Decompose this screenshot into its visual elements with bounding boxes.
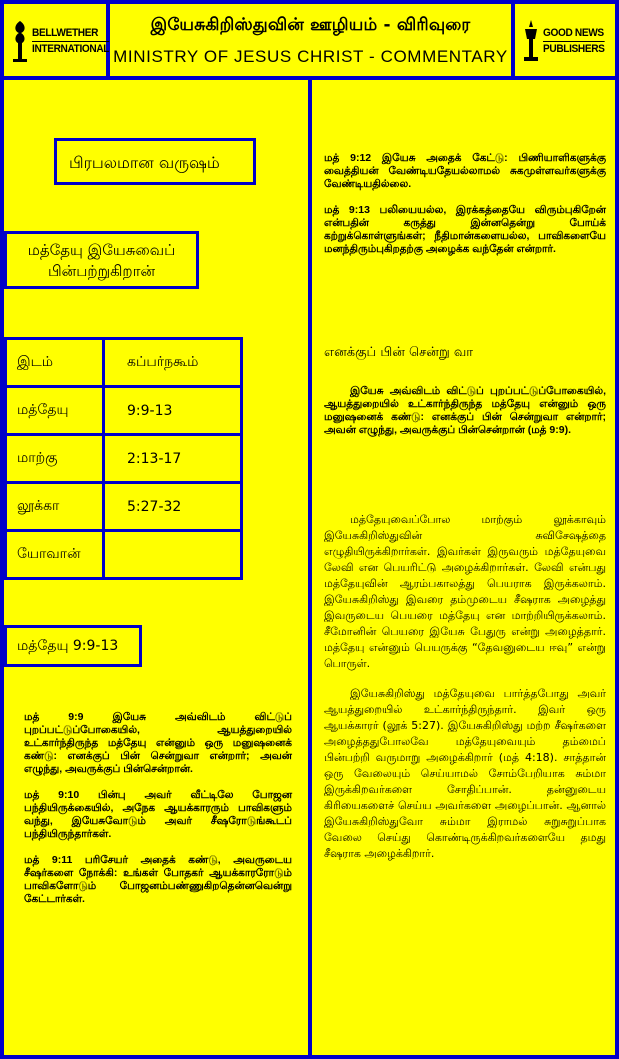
title-banner: [110, 4, 511, 76]
logo-right-line-1: GOOD NEWS: [543, 26, 605, 42]
scripture-text-right: [324, 152, 606, 269]
logo-left-line-1: BELLWETHER: [32, 26, 109, 42]
table-cell-reference: 2:13-17: [104, 435, 242, 483]
logo-left-line-2: INTERNATIONAL: [32, 42, 110, 55]
right-column: [312, 80, 615, 1055]
table-cell-book: யோவான்: [6, 531, 104, 579]
page-title-tamil: இயேசுகிறிஸ்துவின் ஊழியம் - விரிவுரை: [150, 15, 471, 35]
table-cell-reference: 9:9-13: [104, 387, 242, 435]
table-header-place: இடம்: [6, 339, 104, 387]
scripture-reference-box: [4, 625, 142, 667]
verse-paragraph: மத் 9:10 பின்பு அவர் வீட்டிலே போஜன பந்தியிருக்கையில், அநேக ஆயக்காரரும் பாவிகளும் வந்து, இயேசுவோடும் அவர் சீஷரோடுங்கூடப் பந்தியிருந்தார்கள்.: [24, 789, 292, 840]
table-cell-reference: 5:27-32: [104, 483, 242, 531]
verse-paragraph: மத் 9:9 இயேசு அவ்விடம் விட்டுப் புறப்பட்டுப்போகையில், ஆயத்துறையில் உட்கார்ந்திருந்த மத்தேயு என்னும் ஒரு மனுஷனைக் கண்டு: எனக்குப் பின் சென்றுவா என்றார்; அவன் எழுந்து, அவருக்குப் பின்சென்றான்.: [24, 711, 292, 775]
commentary-paragraph: மத்தேயுவைப்போல மாற்கும் லூக்காவும் இயேசுகிறிஸ்துவின் சுவிசேஷத்தை எழுதியிருக்கிறார்கள். இவர்கள் இருவரும் மத்தேயுவை லேவி என பெயரிட்டு அழைக்கிறார்கள். லேவி என்பது மத்தேயுவின் ஆரம்பகாலத்து பெயராக இருக்கலாம். இயேசுகிறிஸ்து இவரை தம்முடைய சீஷராக அழைத்து இவருடைய பெயரை மத்தேயு என மாற்றியிருக்கலாம். சீமோனின் பெயரை இயேசு பேதுரு என்று அழைத்தார். மத்தேயு என்னும் பெயருக்கு “தேவனுடைய ஈவு” என்று பொருள்.: [324, 513, 606, 670]
good-news-logo: [515, 4, 615, 76]
left-column: [4, 80, 308, 1055]
table-cell-book: மாற்கு: [6, 435, 104, 483]
call-paragraph: இயேசு அவ்விடம் விட்டுப் புறப்பட்டுப்போகையில், ஆயத்துறையில் உட்கார்ந்திருந்த மத்தேயு என்னும் ஒரு மனுஷனைக் கண்டு: எனக்குப் பின் சென்றுவா என்றார்; அவன் எழுந்து, அவருக்குப் பின்சென்றான் (மத் 9:9).: [324, 385, 606, 436]
verse-paragraph: மத் 9:13 பலியையல்ல, இரக்கத்தையே விரும்புகிறேன் என்பதின் கருத்து இன்னதென்று போய்க் கற்றுக்கொள்ளுங்கள்; நீதிமான்களையல்ல, பாவிகளையே மனந்திரும்புகிறதற்கு அழைக்க வந்தேன் என்றார்.: [324, 204, 606, 255]
logo-right-line-2: PUBLISHERS: [543, 42, 605, 55]
popular-year-box: [54, 138, 256, 185]
scripture-text-left: [24, 711, 292, 919]
lamp-icon: [521, 19, 541, 63]
table-row: [6, 531, 242, 579]
page-title-english: MINISTRY OF JESUS CHRIST - COMMENTARY: [113, 47, 508, 66]
table-row: [6, 435, 242, 483]
good-news-logo-text: [543, 26, 605, 57]
bellwether-logo: [4, 4, 110, 76]
gospel-reference-table: [4, 337, 243, 580]
subsection-heading: எனக்குப் பின் சென்று வா: [324, 345, 474, 360]
section-title-box: [4, 231, 199, 289]
call-paragraph-block: [324, 385, 606, 450]
verse-paragraph: மத் 9:11 பரிசேயர் அதைக் கண்டு, அவருடைய சீஷர்களை நோக்கி: உங்கள் போதகர் ஆயக்காரரோடும் பாவிகளோடும் போஜனம்பண்ணுகிறதென்னவென்று கேட்டார்கள்.: [24, 854, 292, 905]
table-row: [6, 387, 242, 435]
bellwether-logo-text: [32, 26, 109, 57]
section-title: மத்தேயு இயேசுவைப் பின்பற்றுகிறான்: [27, 241, 176, 280]
commentary-text: [324, 512, 606, 876]
table-cell-book: மத்தேயு: [6, 387, 104, 435]
table-cell-reference: [104, 531, 242, 579]
scripture-reference-label: மத்தேயு 9:9-13: [17, 638, 119, 654]
ram-icon: [10, 19, 30, 63]
verse-paragraph: மத் 9:12 இயேசு அதைக் கேட்டு: பிணியாளிகளுக்கு வைத்தியன் வேண்டியதேயல்லாமல் சுகமுள்ளவர்களுக்கு வேண்டியதில்லை.: [324, 152, 606, 190]
table-header-location: கப்பர்நகூம்: [104, 339, 242, 387]
table-cell-book: லூக்கா: [6, 483, 104, 531]
popular-year-label: பிரபலமான வருஷம்: [69, 153, 220, 172]
table-header-row: [6, 339, 242, 387]
commentary-paragraph: இயேசுகிறிஸ்து மத்தேயுவை பார்த்தபோது அவர் ஆயத்துறையில் உட்கார்ந்திருந்தார். இவர் ஒரு ஆயக்காரர் (லூக் 5:27). இயேசுகிறிஸ்து மற்ற சீஷர்களை அழைத்ததுபோலவே மத்தேயுவையும் தம்மைப் பின்பற்றி வருமாறு அழைக்கிறார் (மத் 4:18). சாத்தான் ஒரு வேலையும் செய்யாமல் சோம்பேறியாக சும்மா இருக்கிறவர்களை சோதிப்பான். தன்னுடைய கிரியைகளைச் செய்ய அவர்களை அழைப்பான். ஆனால் இயேசுகிறிஸ்துவோ சும்மா இராமல் சுறுசுறுப்பாக வேலை செய்து கொண்டிருக்கிறவர்களையே தமது சீஷராக அழைக்கிறார்.: [324, 687, 606, 860]
table-row: [6, 483, 242, 531]
